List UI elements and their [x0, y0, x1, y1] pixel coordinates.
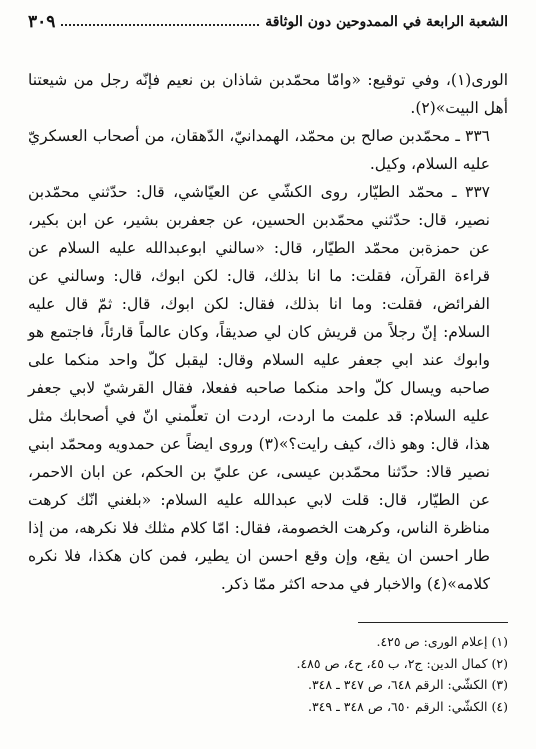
footnote-4: (٤) الكشّي: الرقم ٦٥٠، ص ٣٤٨ ـ ٣٤٩. — [307, 698, 508, 714]
footnote-3: (٣) الكشّي: الرقم ٦٤٨، ص ٣٤٧ ـ ٣٤٨. — [307, 677, 508, 692]
main-text — [28, 66, 508, 598]
footnotes — [28, 631, 508, 717]
paragraph-continuation: الورى(١)، وفي توقيع: «وامّا محمّدبن شاذان بن نعيم فإنّه رجل من شيعتنا أهل البيت»(٢). — [28, 71, 508, 117]
dotted-leader — [61, 24, 259, 26]
paragraph-entry-337: ٣٣٧ ـ محمّد الطيّار، روى الكشّي عن العيّاشي، قال: حدّثني محمّدبن نصير، قال: حدّثني محمّدبن الحسين، عن جعفربن بشير، عن ابن بكير، عن حمزةبن محمّد الطيّار، قال: «سالني ابوعبدالله عليه السلام عن قراءة القرآن، فقلت: ما انا بذلك، قال: لكن ابوك، قال: وسالني عن الفرائض، فقلت: وما انا بذلك، فقال: لكن ابوك، قال: ثمّ قال عليه السلام: إنّ رجلاً من قريش كان لي صديقاً، وكان عالماً قارئاً، فاجتمع هو وابوك عند ابي جعفر عليه السلام وقال: ليقبل كلّ واحد منكما على صاحبه ويسال كلّ واحد منكما صاحبه ففعلا، فقال القرشيّ لابي جعفر عليه السلام: قد علمت ما اردت، اردت ان تعلّمني انّ في أصحابك مثل هذا، قال: وهو ذاك، كيف رايت؟»(٣) وروى ايضاً عن حمدويه ومحمّد ابني نصير قالا: حدّثنا محمّدبن عيسى، عن عليّ بن الحكم، عن ابان الاحمر، عن الطيّار، قال: قلت لابي عبدالله عليه السلام: «بلغني انّك كرهت مناظرة الناس، وكرهت الخصومة، فقال: امّا كلام مثلك فلا نكرهه، من إذا طار احسن ان يقع، وإن وقع احسن ان يطير، فمن كان هكذا، فلا نكره كلامه»(٤) والاخبار في مدحه اكثر ممّا ذكر. — [28, 183, 490, 593]
footnote-2: (٢) كمال الدين: ج٢، ب ٤٥، ح٤، ص ٤٨٥. — [296, 655, 508, 671]
page-number: ٣٠٩ — [28, 12, 56, 32]
running-title: الشعبة الرابعة في الممدوحين دون الوثاقة — [265, 14, 508, 30]
footnote-1: (١) إعلام الورى: ص ٤٢٥. — [376, 634, 508, 649]
page-header — [28, 10, 508, 34]
paragraph-entry-336: ٣٣٦ ـ محمّدبن صالح بن محمّد، الهمدانيّ، الدّهقان، من أصحاب العسكريّ عليه السلام، وكيل. — [28, 127, 490, 173]
footnote-separator — [358, 622, 508, 623]
